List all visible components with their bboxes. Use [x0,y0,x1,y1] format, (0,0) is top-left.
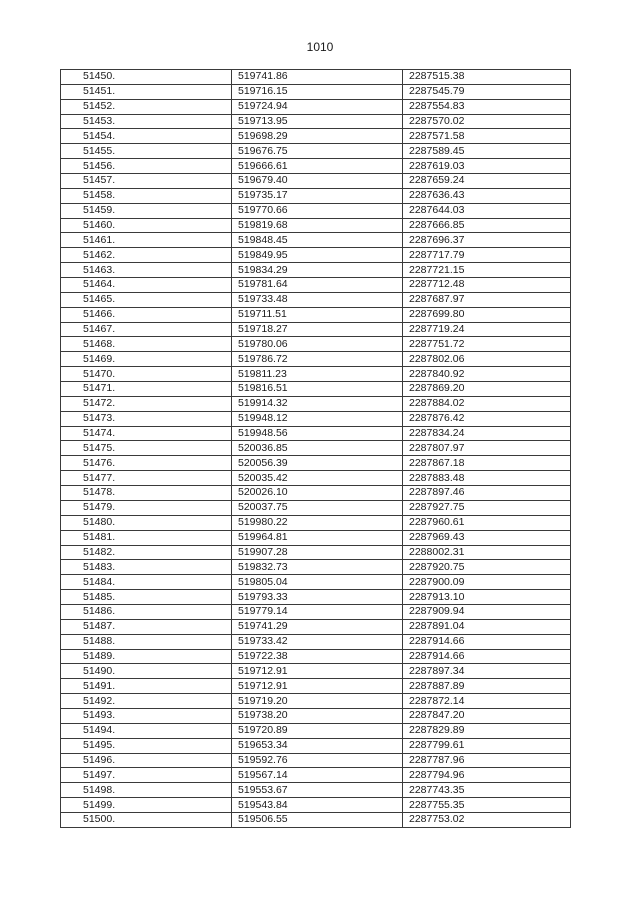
table-row [61,307,571,322]
table-row [61,129,571,144]
table-row [61,367,571,382]
y-coordinate-cell: 2287636.43 [403,188,571,203]
y-coordinate-cell: 2287794.96 [403,768,571,783]
y-coordinate-cell: 2287869.20 [403,382,571,397]
table-row [61,114,571,129]
table-row [61,218,571,233]
point-number-cell: 51485. [61,590,232,605]
point-number-cell: 51484. [61,575,232,590]
table-row [61,783,571,798]
point-number-cell: 51477. [61,471,232,486]
x-coordinate-cell: 519848.45 [232,233,403,248]
y-coordinate-cell: 2287872.14 [403,694,571,709]
point-number-cell: 51451. [61,84,232,99]
y-coordinate-cell: 2287920.75 [403,560,571,575]
y-coordinate-cell: 2287897.34 [403,664,571,679]
point-number-cell: 51469. [61,352,232,367]
table-row [61,649,571,664]
point-number-cell: 51487. [61,619,232,634]
x-coordinate-cell: 519849.95 [232,248,403,263]
y-coordinate-cell: 2287696.37 [403,233,571,248]
x-coordinate-cell: 519733.48 [232,292,403,307]
point-number-cell: 51462. [61,248,232,263]
point-number-cell: 51470. [61,367,232,382]
table-row [61,144,571,159]
table-row [61,694,571,709]
x-coordinate-cell: 519722.38 [232,649,403,664]
point-number-cell: 51452. [61,99,232,114]
y-coordinate-cell: 2287829.89 [403,723,571,738]
x-coordinate-cell: 519506.55 [232,812,403,827]
table-row [61,604,571,619]
table-row [61,441,571,456]
y-coordinate-cell: 2287589.45 [403,144,571,159]
coordinates-table-body [61,70,571,828]
table-row [61,352,571,367]
x-coordinate-cell: 519718.27 [232,322,403,337]
y-coordinate-cell: 2287913.10 [403,590,571,605]
table-row [61,723,571,738]
y-coordinate-cell: 2287834.24 [403,426,571,441]
point-number-cell: 51499. [61,798,232,813]
point-number-cell: 51482. [61,545,232,560]
table-row [61,411,571,426]
y-coordinate-cell: 2287884.02 [403,396,571,411]
y-coordinate-cell: 2287914.66 [403,649,571,664]
y-coordinate-cell: 2287969.43 [403,530,571,545]
x-coordinate-cell: 519720.89 [232,723,403,738]
point-number-cell: 51465. [61,292,232,307]
x-coordinate-cell: 519733.42 [232,634,403,649]
point-number-cell: 51456. [61,159,232,174]
y-coordinate-cell: 2287960.61 [403,515,571,530]
point-number-cell: 51491. [61,679,232,694]
x-coordinate-cell: 519676.75 [232,144,403,159]
point-number-cell: 51471. [61,382,232,397]
x-coordinate-cell: 519780.06 [232,337,403,352]
point-number-cell: 51474. [61,426,232,441]
table-row [61,545,571,560]
x-coordinate-cell: 519592.76 [232,753,403,768]
y-coordinate-cell: 2287659.24 [403,174,571,189]
y-coordinate-cell: 2287687.97 [403,292,571,307]
table-row [61,634,571,649]
table-row [61,798,571,813]
point-number-cell: 51475. [61,441,232,456]
x-coordinate-cell: 519724.94 [232,99,403,114]
point-number-cell: 51458. [61,188,232,203]
x-coordinate-cell: 519781.64 [232,278,403,293]
point-number-cell: 51450. [61,70,232,85]
point-number-cell: 51461. [61,233,232,248]
table-row [61,515,571,530]
table-row [61,188,571,203]
point-number-cell: 51466. [61,307,232,322]
y-coordinate-cell: 2287897.46 [403,486,571,501]
y-coordinate-cell: 2287909.94 [403,604,571,619]
point-number-cell: 51455. [61,144,232,159]
table-row [61,456,571,471]
y-coordinate-cell: 2287644.03 [403,203,571,218]
point-number-cell: 51467. [61,322,232,337]
point-number-cell: 51488. [61,634,232,649]
table-row [61,337,571,352]
x-coordinate-cell: 519553.67 [232,783,403,798]
table-row [61,664,571,679]
point-number-cell: 51472. [61,396,232,411]
point-number-cell: 51483. [61,560,232,575]
table-row [61,575,571,590]
point-number-cell: 51457. [61,174,232,189]
point-number-cell: 51463. [61,263,232,278]
table-row [61,619,571,634]
x-coordinate-cell: 519819.68 [232,218,403,233]
point-number-cell: 51460. [61,218,232,233]
table-row [61,812,571,827]
y-coordinate-cell: 2287570.02 [403,114,571,129]
table-row [61,159,571,174]
y-coordinate-cell: 2287751.72 [403,337,571,352]
x-coordinate-cell: 519666.61 [232,159,403,174]
table-row [61,292,571,307]
point-number-cell: 51476. [61,456,232,471]
y-coordinate-cell: 2287891.04 [403,619,571,634]
point-number-cell: 51490. [61,664,232,679]
x-coordinate-cell: 520037.75 [232,500,403,515]
point-number-cell: 51495. [61,738,232,753]
point-number-cell: 51473. [61,411,232,426]
y-coordinate-cell: 2287799.61 [403,738,571,753]
y-coordinate-cell: 2287883.48 [403,471,571,486]
table-row [61,248,571,263]
table-row [61,396,571,411]
y-coordinate-cell: 2287619.03 [403,159,571,174]
x-coordinate-cell: 519779.14 [232,604,403,619]
y-coordinate-cell: 2287887.89 [403,679,571,694]
y-coordinate-cell: 2288002.31 [403,545,571,560]
y-coordinate-cell: 2287847.20 [403,708,571,723]
table-row [61,500,571,515]
y-coordinate-cell: 2287571.58 [403,129,571,144]
y-coordinate-cell: 2287515.38 [403,70,571,85]
y-coordinate-cell: 2287717.79 [403,248,571,263]
y-coordinate-cell: 2287914.66 [403,634,571,649]
x-coordinate-cell: 519711.51 [232,307,403,322]
table-row [61,679,571,694]
table-row [61,486,571,501]
x-coordinate-cell: 519543.84 [232,798,403,813]
x-coordinate-cell: 519948.12 [232,411,403,426]
coordinates-table [60,69,571,828]
page-number: 1010 [306,40,334,54]
x-coordinate-cell: 519698.29 [232,129,403,144]
table-row [61,233,571,248]
point-number-cell: 51496. [61,753,232,768]
point-number-cell: 51497. [61,768,232,783]
point-number-cell: 51468. [61,337,232,352]
x-coordinate-cell: 519567.14 [232,768,403,783]
table-row [61,590,571,605]
y-coordinate-cell: 2287876.42 [403,411,571,426]
table-row [61,278,571,293]
point-number-cell: 51486. [61,604,232,619]
point-number-cell: 51494. [61,723,232,738]
x-coordinate-cell: 520026.10 [232,486,403,501]
x-coordinate-cell: 519964.81 [232,530,403,545]
y-coordinate-cell: 2287699.80 [403,307,571,322]
x-coordinate-cell: 519948.56 [232,426,403,441]
x-coordinate-cell: 519816.51 [232,382,403,397]
point-number-cell: 51493. [61,708,232,723]
table-row [61,382,571,397]
x-coordinate-cell: 520035.42 [232,471,403,486]
point-number-cell: 51464. [61,278,232,293]
x-coordinate-cell: 520036.85 [232,441,403,456]
point-number-cell: 51489. [61,649,232,664]
y-coordinate-cell: 2287554.83 [403,99,571,114]
y-coordinate-cell: 2287712.48 [403,278,571,293]
table-row [61,84,571,99]
y-coordinate-cell: 2287867.18 [403,456,571,471]
x-coordinate-cell: 519832.73 [232,560,403,575]
point-number-cell: 51492. [61,694,232,709]
x-coordinate-cell: 519741.29 [232,619,403,634]
x-coordinate-cell: 519811.23 [232,367,403,382]
y-coordinate-cell: 2287927.75 [403,500,571,515]
y-coordinate-cell: 2287900.09 [403,575,571,590]
table-row [61,708,571,723]
y-coordinate-cell: 2287719.24 [403,322,571,337]
table-row [61,530,571,545]
x-coordinate-cell: 519713.95 [232,114,403,129]
x-coordinate-cell: 519793.33 [232,590,403,605]
table-row [61,768,571,783]
point-number-cell: 51480. [61,515,232,530]
x-coordinate-cell: 519735.17 [232,188,403,203]
x-coordinate-cell: 519914.32 [232,396,403,411]
x-coordinate-cell: 519980.22 [232,515,403,530]
point-number-cell: 51459. [61,203,232,218]
x-coordinate-cell: 519719.20 [232,694,403,709]
table-row [61,174,571,189]
x-coordinate-cell: 519741.86 [232,70,403,85]
point-number-cell: 51500. [61,812,232,827]
table-row [61,738,571,753]
point-number-cell: 51454. [61,129,232,144]
table-row [61,203,571,218]
point-number-cell: 51498. [61,783,232,798]
table-row [61,263,571,278]
x-coordinate-cell: 519653.34 [232,738,403,753]
y-coordinate-cell: 2287840.92 [403,367,571,382]
x-coordinate-cell: 519770.66 [232,203,403,218]
x-coordinate-cell: 519834.29 [232,263,403,278]
x-coordinate-cell: 519805.04 [232,575,403,590]
y-coordinate-cell: 2287721.15 [403,263,571,278]
y-coordinate-cell: 2287802.06 [403,352,571,367]
x-coordinate-cell: 519712.91 [232,679,403,694]
x-coordinate-cell: 519786.72 [232,352,403,367]
point-number-cell: 51453. [61,114,232,129]
table-row [61,560,571,575]
x-coordinate-cell: 519716.15 [232,84,403,99]
point-number-cell: 51481. [61,530,232,545]
y-coordinate-cell: 2287807.97 [403,441,571,456]
y-coordinate-cell: 2287743.35 [403,783,571,798]
x-coordinate-cell: 519907.28 [232,545,403,560]
y-coordinate-cell: 2287753.02 [403,812,571,827]
x-coordinate-cell: 519679.40 [232,174,403,189]
point-number-cell: 51478. [61,486,232,501]
table-row [61,426,571,441]
table-row [61,70,571,85]
table-row [61,753,571,768]
x-coordinate-cell: 520056.39 [232,456,403,471]
y-coordinate-cell: 2287755.35 [403,798,571,813]
table-row [61,471,571,486]
y-coordinate-cell: 2287666.85 [403,218,571,233]
x-coordinate-cell: 519738.20 [232,708,403,723]
y-coordinate-cell: 2287545.79 [403,84,571,99]
x-coordinate-cell: 519712.91 [232,664,403,679]
table-row [61,99,571,114]
y-coordinate-cell: 2287787.96 [403,753,571,768]
point-number-cell: 51479. [61,500,232,515]
table-row [61,322,571,337]
